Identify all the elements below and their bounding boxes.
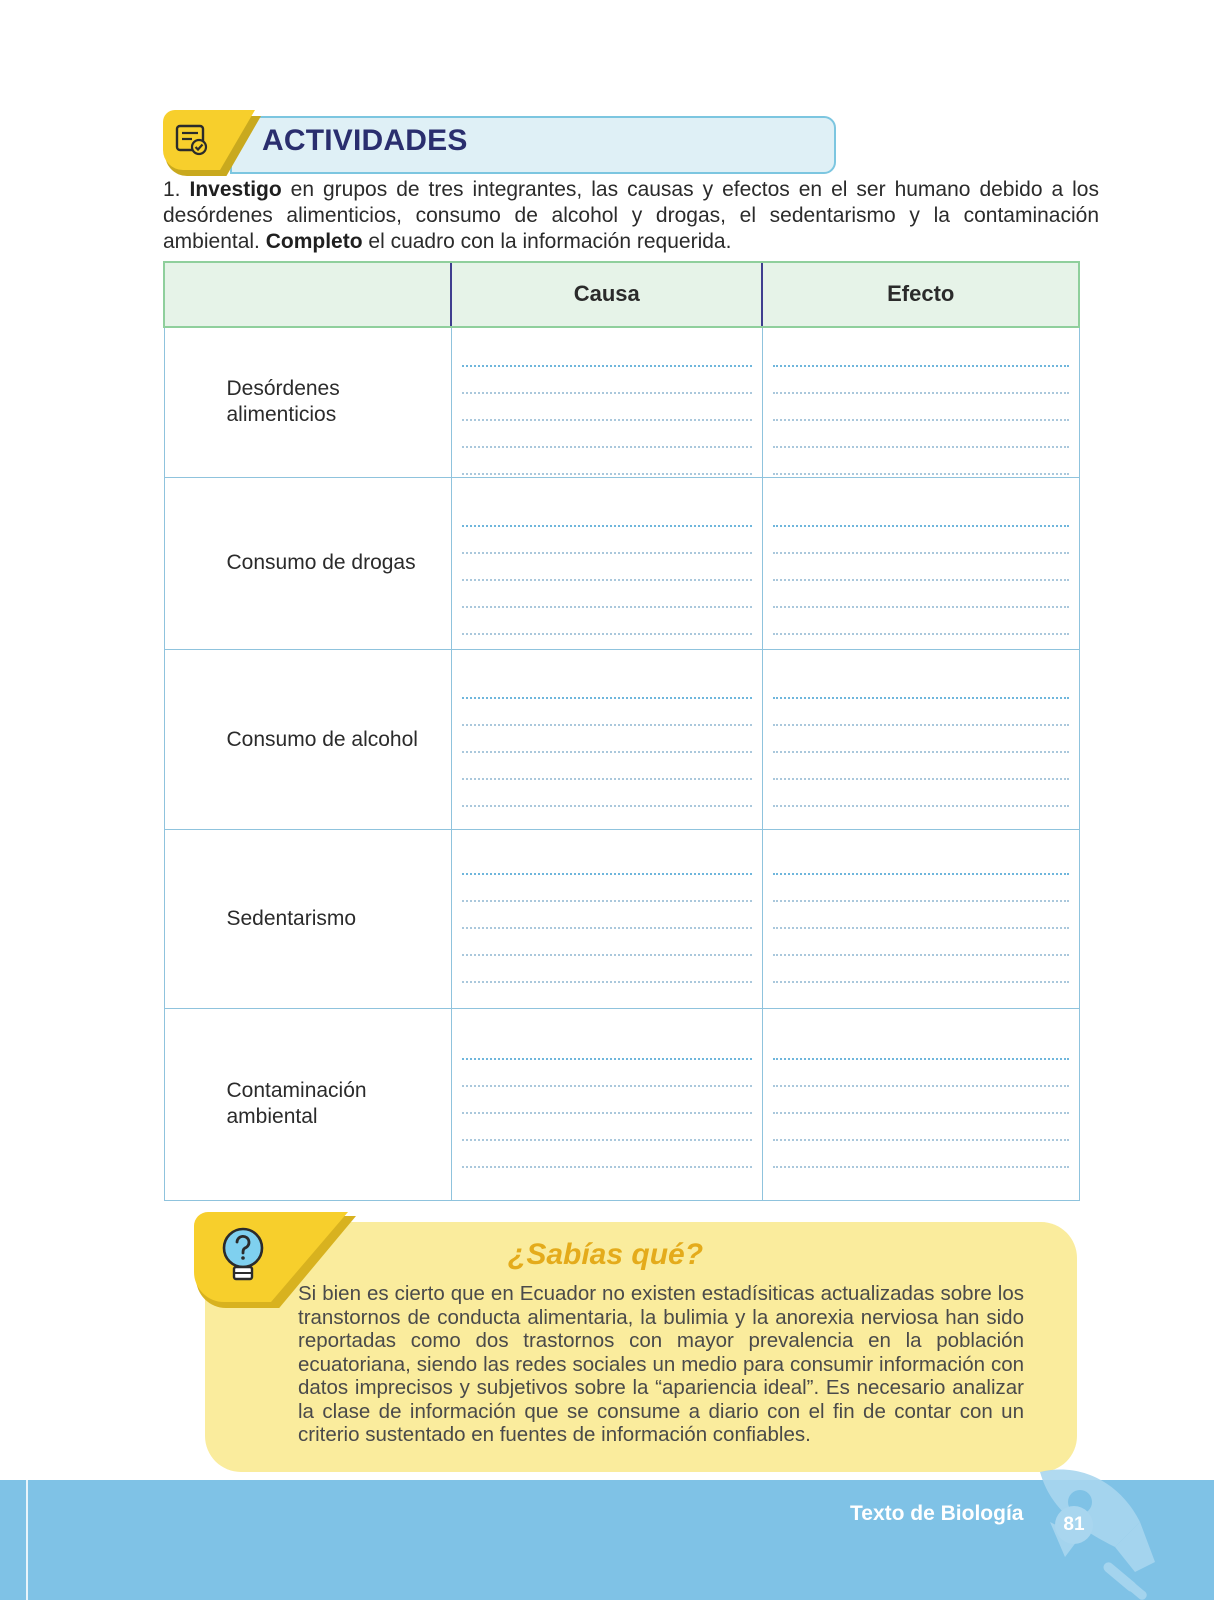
page-number: 81: [1055, 1506, 1093, 1544]
table-header-row: [164, 262, 1079, 327]
efecto-answer-area[interactable]: [762, 830, 1079, 1008]
activity-instructions: [163, 177, 1099, 255]
verb-completo: Completo: [265, 230, 363, 253]
instruction-text-1: en grupos de tres integrantes, las causas y efectos en el ser humano debido a los desórdenes alimenticios, consumo de alcohol y drogas, el sedentarismo y la contaminación ambiental.: [163, 178, 1099, 253]
checklist-icon: [174, 122, 210, 158]
rocket-icon: [1020, 1462, 1170, 1600]
table-row: [164, 477, 1079, 649]
row-label: Contaminación ambiental: [164, 1008, 451, 1201]
instruction-text-2: el cuadro con la información requerida.: [362, 230, 732, 253]
book-title: Texto de Biología: [850, 1502, 1024, 1525]
efecto-answer-area[interactable]: [762, 477, 1079, 649]
header-blank: [164, 262, 451, 327]
activities-title: ACTIVIDADES: [262, 124, 468, 157]
causa-answer-area[interactable]: [451, 830, 762, 1008]
table-row: [164, 830, 1079, 1008]
header-causa: Causa: [451, 262, 762, 327]
causa-answer-area[interactable]: [451, 477, 762, 649]
causa-answer-area[interactable]: [451, 327, 762, 477]
footer-divider: [26, 1480, 28, 1600]
causa-answer-area[interactable]: [451, 649, 762, 829]
verb-investigo: Investigo: [189, 178, 282, 201]
efecto-answer-area[interactable]: [762, 1008, 1079, 1201]
table-row: [164, 649, 1079, 829]
table-row: [164, 1008, 1079, 1201]
causa-answer-area[interactable]: [451, 1008, 762, 1201]
table-row: [164, 327, 1079, 477]
row-label: Sedentarismo: [164, 830, 451, 1008]
lightbulb-question-icon: [218, 1226, 268, 1284]
header-efecto: Efecto: [762, 262, 1079, 327]
activity-number: 1.: [163, 178, 181, 201]
row-label: Desórdenes alimenticios: [164, 327, 451, 477]
cause-effect-table: [163, 261, 1080, 1201]
efecto-answer-area[interactable]: [762, 327, 1079, 477]
sabias-text: Si bien es cierto que en Ecuador no existen estadísiticas actualizadas sobre los transtornos de conducta alimentaria, la bulimia y la anorexia nerviosa han sido reportadas como dos trastornos con mayor prevalencia en la población ecuatoriana, siendo las redes sociales un medio para consumir información con datos imprecisos y subjetivos sobre la “apariencia ideal”. Es necesario analizar la clase de información que se consume a diario con el fin de contar con un criterio sustentado en fuentes de información confiables.: [298, 1282, 1024, 1446]
row-label: Consumo de alcohol: [164, 649, 451, 829]
row-label: Consumo de drogas: [164, 477, 451, 649]
efecto-answer-area[interactable]: [762, 649, 1079, 829]
sabias-title: ¿Sabías qué?: [508, 1238, 704, 1271]
